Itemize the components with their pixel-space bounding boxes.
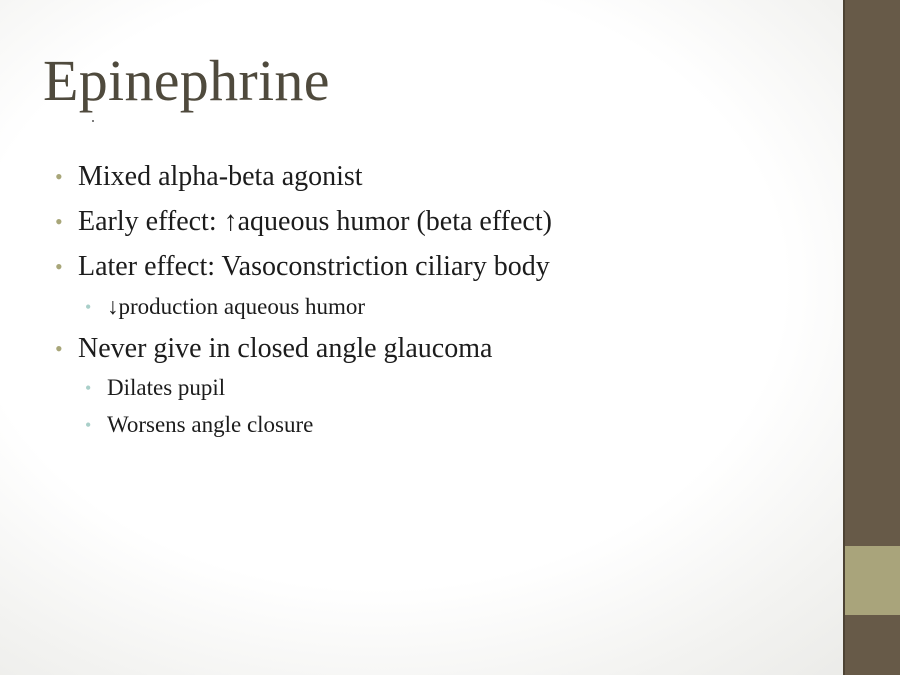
bullet-item bbox=[55, 250, 550, 284]
sub-bullet-text: ↓production aqueous humor bbox=[107, 294, 366, 319]
bullet-text: Never give in closed angle glaucoma bbox=[78, 333, 493, 364]
sub-bullet-text: Worsens angle closure bbox=[107, 412, 314, 437]
bullet-text: Later effect: Vasoconstriction ciliary body bbox=[78, 251, 550, 282]
sub-bullet-marker: • bbox=[85, 378, 92, 398]
bullet-item bbox=[55, 205, 552, 239]
sub-bullet-item bbox=[85, 293, 366, 321]
bullet-text: Early effect: ↑aqueous humor (beta effect) bbox=[78, 206, 552, 237]
sub-bullet-marker: • bbox=[85, 297, 92, 317]
sub-bullet-item bbox=[85, 411, 314, 439]
bullet-marker: • bbox=[55, 336, 63, 361]
bullet-marker: • bbox=[55, 164, 63, 189]
bullet-marker: • bbox=[55, 209, 63, 234]
bullet-text: Mixed alpha-beta agonist bbox=[78, 161, 363, 192]
sub-bullet-item bbox=[85, 374, 226, 402]
sub-bullet-text: Dilates pupil bbox=[107, 375, 226, 400]
bullet-marker: • bbox=[55, 254, 63, 279]
sidebar-accent-block bbox=[845, 546, 900, 615]
sub-bullet-marker: • bbox=[85, 415, 92, 435]
slide-title: Epinephrine bbox=[43, 48, 330, 113]
bullet-item bbox=[55, 332, 493, 366]
bullet-item bbox=[55, 160, 363, 194]
